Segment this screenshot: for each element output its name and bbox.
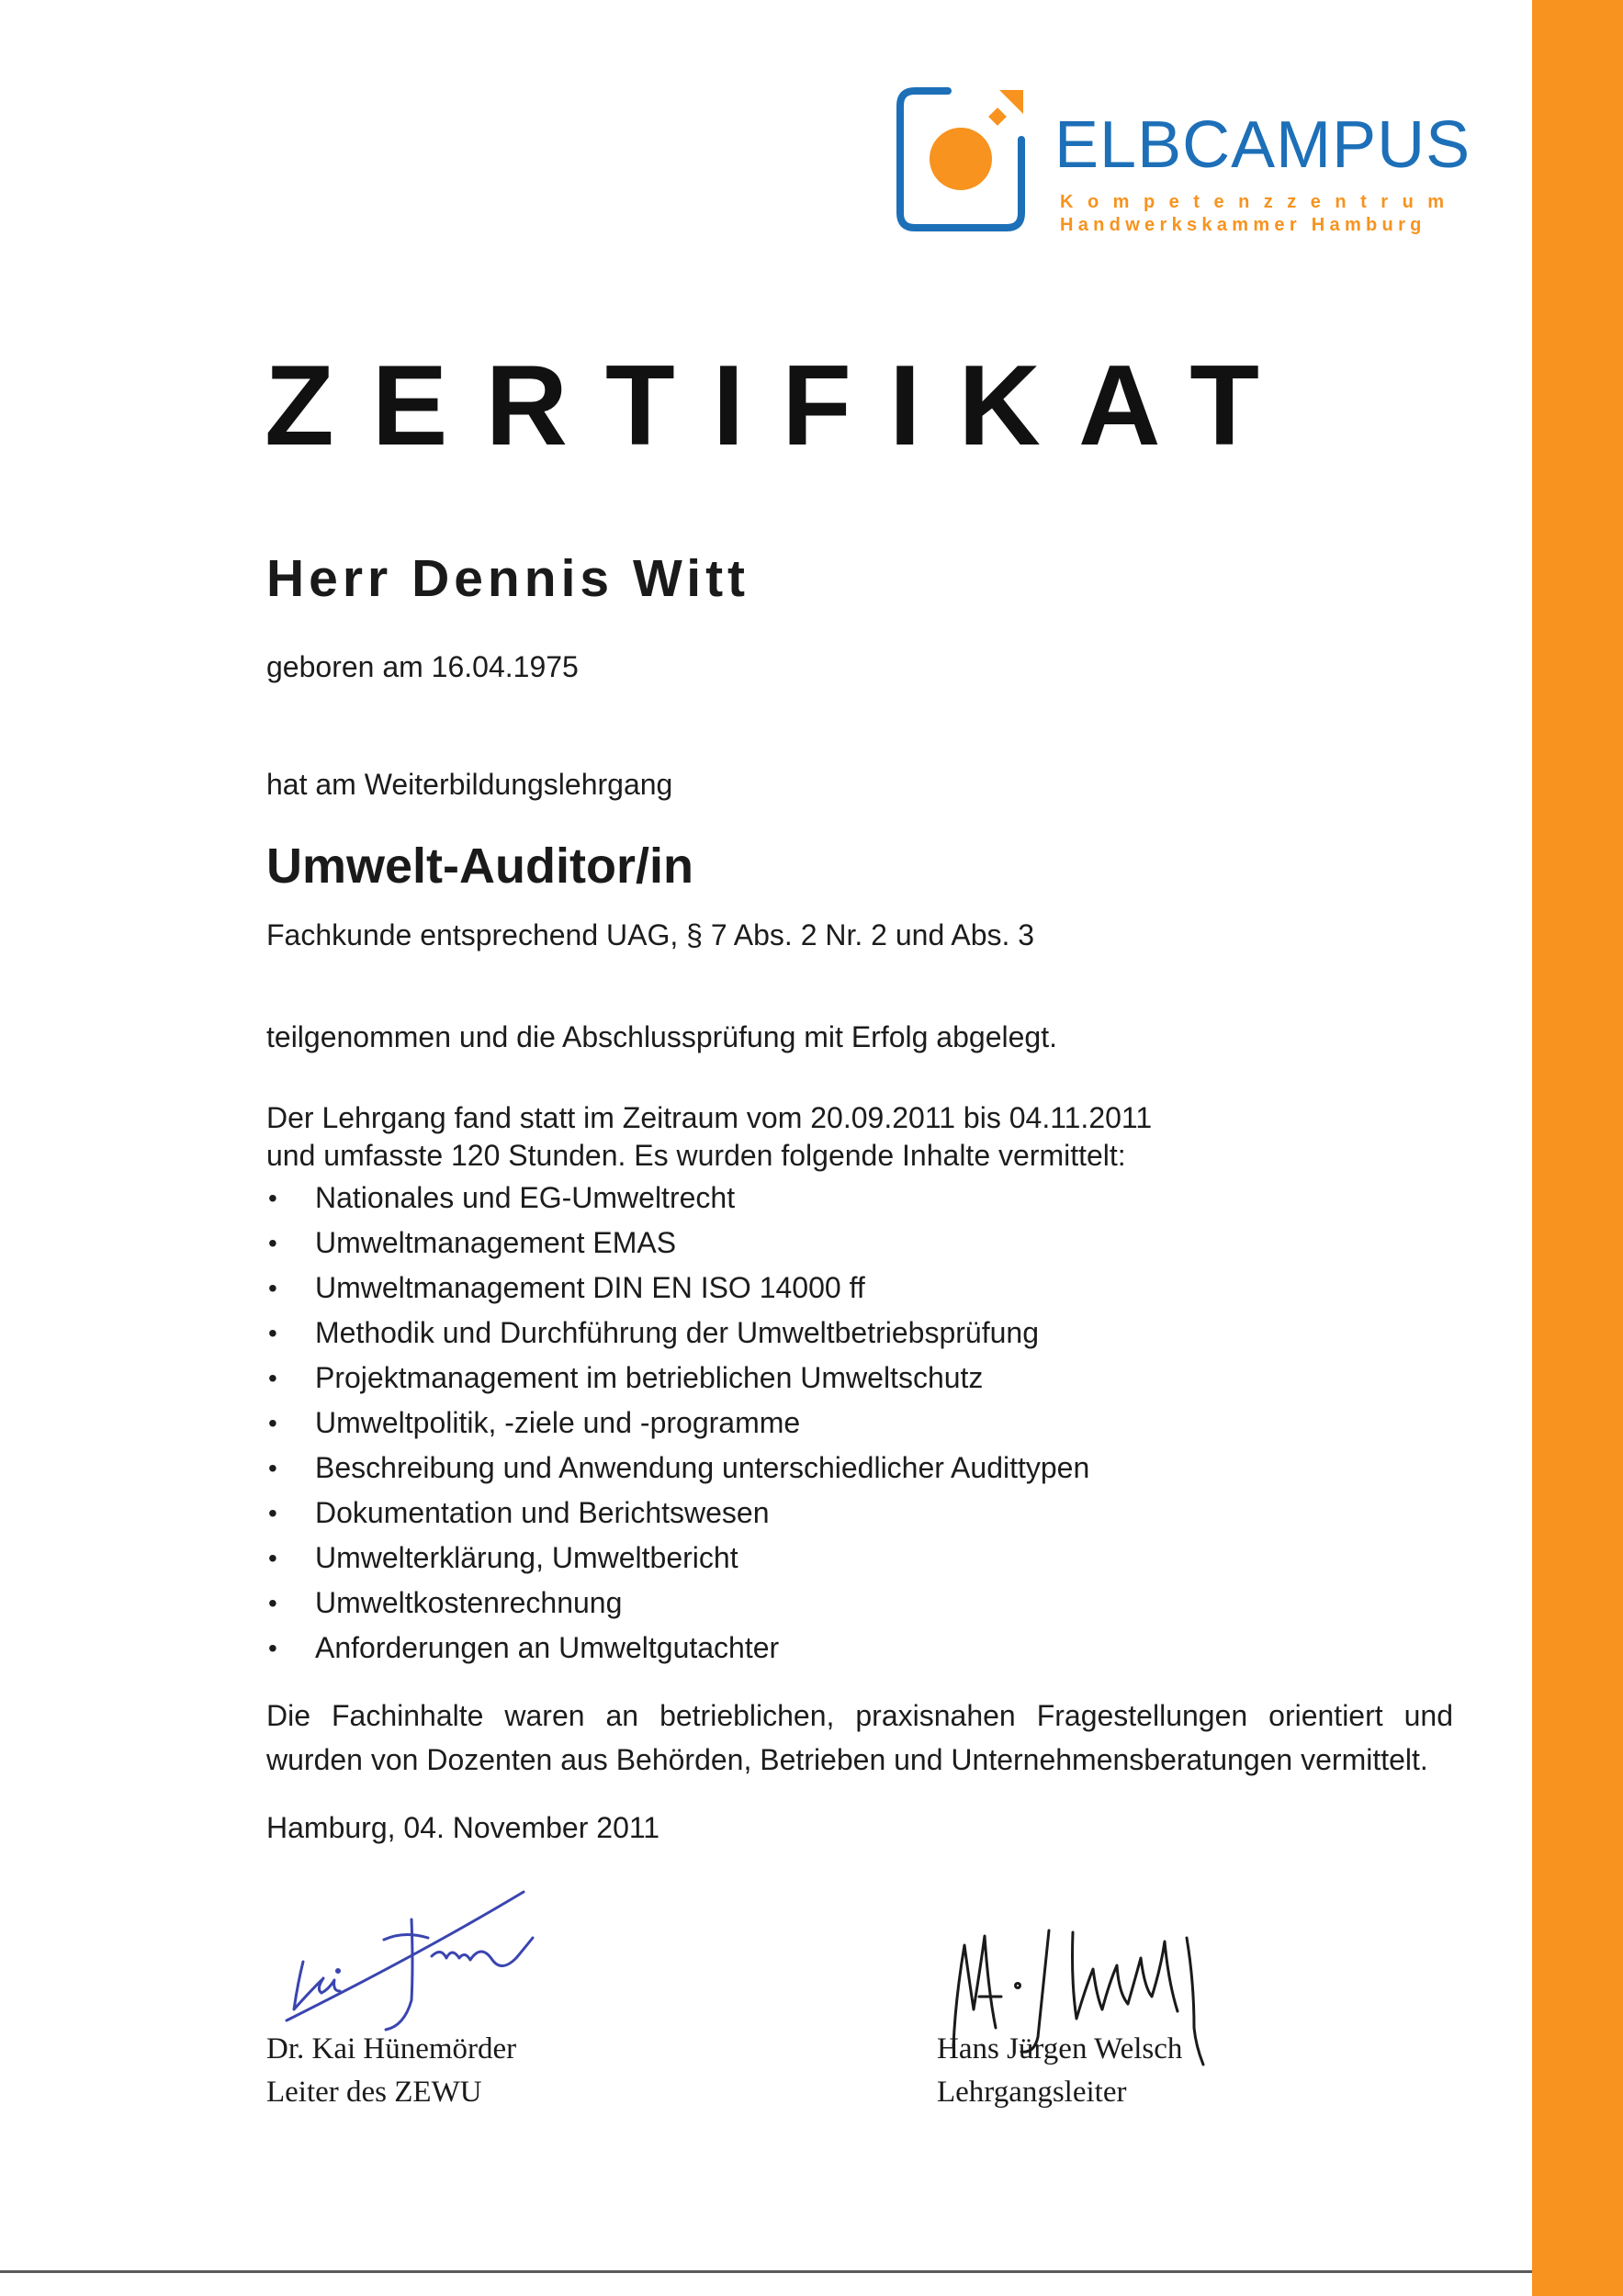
list-item bbox=[266, 1311, 1089, 1356]
bullet-icon: • bbox=[268, 1229, 277, 1257]
list-item bbox=[266, 1266, 1089, 1311]
course-subtitle: Fachkunde entsprechend UAG, § 7 Abs. 2 Nr. 2 und Abs. 3 bbox=[266, 918, 1035, 951]
signatory-left-role: Leiter des ZEWU bbox=[266, 2076, 482, 2109]
list-item bbox=[266, 1401, 1089, 1446]
bullet-icon: • bbox=[268, 1589, 277, 1617]
topic-text: Projektmanagement im betrieblichen Umweltschutz bbox=[315, 1361, 984, 1394]
topic-text: Umweltpolitik, -ziele und -programme bbox=[315, 1406, 801, 1439]
bullet-icon: • bbox=[268, 1499, 277, 1527]
list-item bbox=[266, 1536, 1089, 1581]
list-item bbox=[266, 1221, 1089, 1266]
bullet-icon: • bbox=[268, 1319, 277, 1347]
bullet-icon: • bbox=[268, 1184, 277, 1212]
bottom-rule bbox=[0, 2270, 1532, 2273]
signatory-right bbox=[937, 2028, 1182, 2114]
list-item bbox=[266, 1356, 1089, 1401]
topic-text: Umweltmanagement EMAS bbox=[315, 1226, 677, 1259]
list-item bbox=[266, 1176, 1089, 1221]
bullet-icon: • bbox=[268, 1409, 277, 1437]
course-name: Umwelt-Auditor/in bbox=[266, 838, 693, 894]
list-item bbox=[266, 1491, 1089, 1536]
topic-text: Beschreibung und Anwendung unterschiedlicher Audittypen bbox=[315, 1451, 1090, 1484]
signatory-right-role: Lehrgangsleiter bbox=[937, 2076, 1127, 2109]
elbcampus-logo bbox=[896, 84, 1471, 241]
bullet-icon: • bbox=[268, 1544, 277, 1572]
period-line-2: und umfasste 120 Stunden. Es wurden folgende Inhalte vermittelt: bbox=[266, 1139, 1126, 1172]
topic-text: Umwelterklärung, Umweltbericht bbox=[315, 1541, 738, 1574]
intro-text: hat am Weiterbildungslehrgang bbox=[266, 768, 673, 801]
period-line-1: Der Lehrgang fand statt im Zeitraum vom 20.09.2011 bis 04.11.2011 bbox=[266, 1101, 1153, 1134]
logo-mark-icon bbox=[896, 84, 1053, 241]
place-and-date: Hamburg, 04. November 2011 bbox=[266, 1811, 660, 1844]
logo-tagline-2: Handwerkskammer Hamburg bbox=[1060, 215, 1426, 235]
topic-text: Umweltmanagement DIN EN ISO 14000 ff bbox=[315, 1271, 865, 1304]
bullet-icon: • bbox=[268, 1634, 277, 1662]
bullet-icon: • bbox=[268, 1274, 277, 1302]
signatory-left-name: Dr. Kai Hünemörder bbox=[266, 2032, 517, 2065]
signatory-right-name: Hans Jürgen Welsch bbox=[937, 2032, 1183, 2065]
certificate-title: ZERTIFIKAT bbox=[265, 343, 1298, 469]
birth-date: geboren am 16.04.1975 bbox=[266, 650, 579, 683]
list-item bbox=[266, 1626, 1089, 1671]
topic-text: Dokumentation und Berichtswesen bbox=[315, 1496, 770, 1529]
result-text: teilgenommen und die Abschlussprüfung mit Erfolg abgelegt. bbox=[266, 1020, 1057, 1053]
topic-text: Anforderungen an Umweltgutachter bbox=[315, 1631, 780, 1664]
logo-tagline-1: Kompetenzzentrum bbox=[1060, 192, 1459, 212]
topic-text: Umweltkostenrechnung bbox=[315, 1586, 623, 1619]
list-item bbox=[266, 1581, 1089, 1626]
bullet-icon: • bbox=[268, 1454, 277, 1482]
list-item bbox=[266, 1446, 1089, 1491]
orange-side-band bbox=[1532, 0, 1623, 2296]
topic-text: Methodik und Durchführung der Umweltbetriebsprüfung bbox=[315, 1316, 1039, 1349]
closing-paragraph: Die Fachinhalte waren an betrieblichen, praxisnahen Fragestellungen orientiert und wurden von Dozenten aus Behörden, Betrieben und Unternehmensberatungen vermittelt. bbox=[266, 1699, 1453, 1776]
signatory-left bbox=[266, 2028, 516, 2114]
logo-wordmark: ELBCAMPUS bbox=[1054, 108, 1471, 182]
bullet-icon: • bbox=[268, 1364, 277, 1392]
topics-list bbox=[266, 1176, 1089, 1671]
topic-text: Nationales und EG-Umweltrecht bbox=[315, 1181, 736, 1214]
recipient-name: Herr Dennis Witt bbox=[266, 549, 750, 608]
